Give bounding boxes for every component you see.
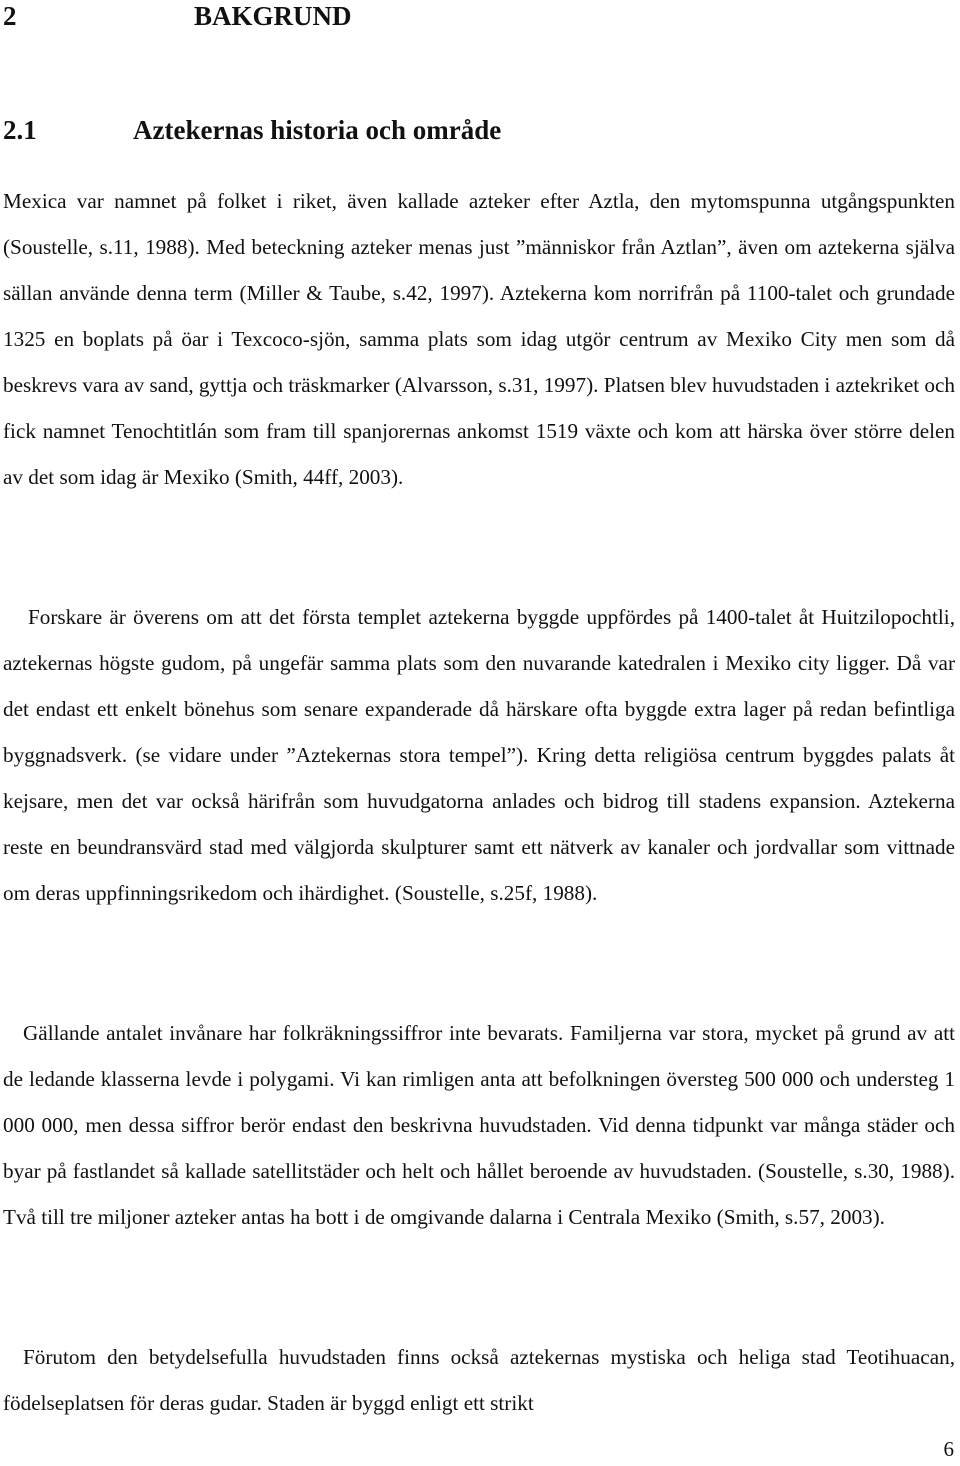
chapter-title: BAKGRUND xyxy=(194,1,352,31)
paragraph-4: Förutom den betydelsefulla huvudstaden finns också aztekernas mystiska och heliga stad Teotihuacan, födelseplatsen för deras gudar. Staden är byggd enligt ett strikt xyxy=(3,1345,955,1415)
paragraph-2: Forskare är överens om att det första templet aztekerna byggde uppfördes på 1400-talet åt Huitzilopochtli, aztekernas högste gudom, på ungefär samma plats som den nuvarande katedralen i Mexiko city ligger. Då var det endast ett enkelt bönehus som senare expanderade då härskare ofta byggde extra lager på redan befintliga byggnadsverk. (se vidare under ”Aztekernas stora tempel”). Kring detta religiösa centrum byggdes palats åt kejsare, men det var också härifrån som huvudgatorna anlades och bidrog till stadens expansion. Aztekerna reste en beundransvärd stad med välgjorda skulpturer samt ett nätverk av kanaler och jordvallar som vittnade om deras uppfinningsrikedom och ihärdighet. (Soustelle, s.25f, 1988). xyxy=(3,605,955,905)
section-heading xyxy=(3,112,501,148)
page-number: 6 xyxy=(943,1437,954,1461)
chapter-heading xyxy=(3,0,352,34)
paragraph-3: Gällande antalet invånare har folkräkningssiffror inte bevarats. Familjerna var stora, mycket på grund av att de ledande klasserna levde i polygami. Vi kan rimligen anta att befolkningen översteg 500 000 och understeg 1 000 000, men dessa siffror berör endast den beskrivna huvudstaden. Vid denna tidpunkt var många städer och byar på fastlandet så kallade satellitstäder och helt och hållet beroende av huvudstaden. (Soustelle, s.30, 1988). Två till tre miljoner azteker antas ha bott i de omgivande dalarna i Centrala Mexiko (Smith, s.57, 2003). xyxy=(3,1021,955,1229)
section-number: 2.1 xyxy=(3,115,37,145)
chapter-number: 2 xyxy=(3,1,17,31)
section-title: Aztekernas historia och område xyxy=(133,115,502,145)
paragraph-1: Mexica var namnet på folket i riket, även kallade azteker efter Aztla, den mytomspunna utgångspunkten (Soustelle, s.11, 1988). Med beteckning azteker menas just ”människor från Aztlan”, även om aztekerna själva sällan använde denna term (Miller & Taube, s.42, 1997). Aztekerna kom norrifrån på 1100-talet och grundade 1325 en boplats på öar i Texcoco-sjön, samma plats som idag utgör centrum av Mexiko City men som då beskrevs vara av sand, gyttja och träskmarker (Alvarsson, s.31, 1997). Platsen blev huvudstaden i aztekriket och fick namnet Tenochtitlán som fram till spanjorernas ankomst 1519 växte och kom att härska över större delen av det som idag är Mexiko (Smith, 44ff, 2003). xyxy=(3,189,955,489)
